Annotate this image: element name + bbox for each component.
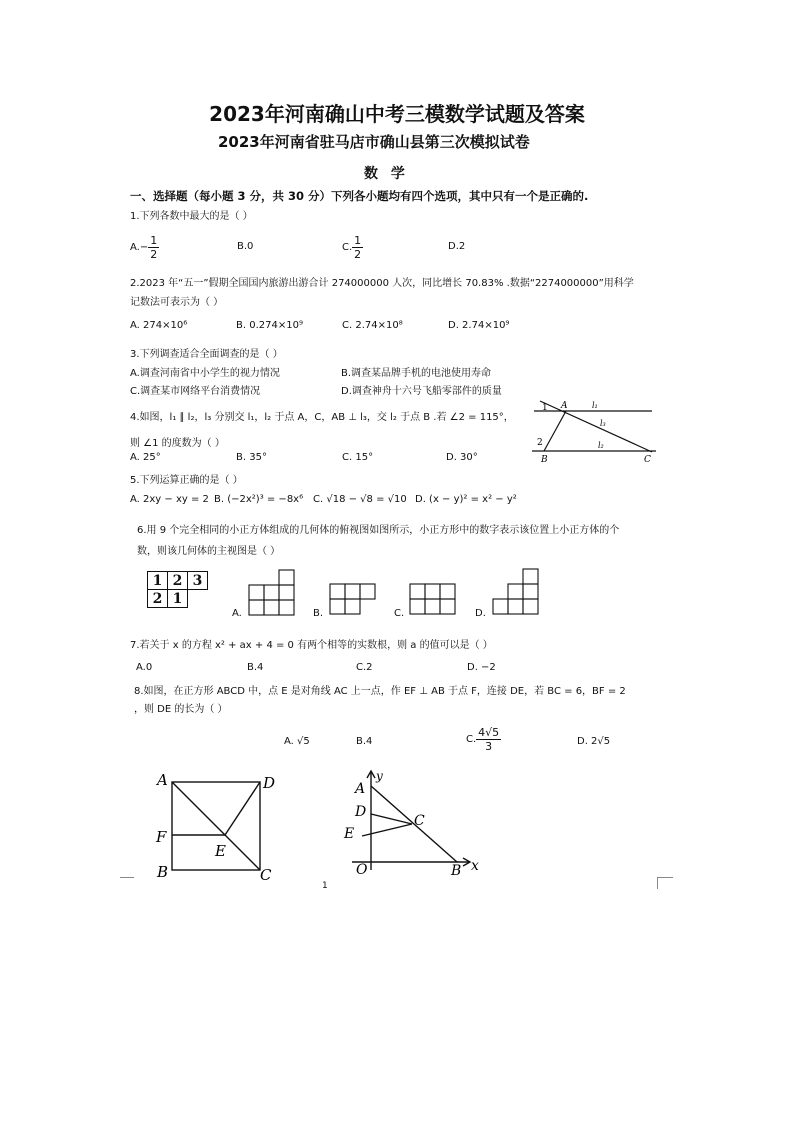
grid-cell: 1 bbox=[148, 572, 168, 590]
q8-coordinate-figure bbox=[340, 766, 490, 882]
q8-square-figure bbox=[152, 768, 282, 886]
q8-c-den: 3 bbox=[485, 740, 493, 753]
q5-option-c: C. √18 − √8 = √10 bbox=[313, 494, 407, 505]
q1-c-den: 2 bbox=[354, 248, 362, 261]
q6-option-d-figure bbox=[492, 568, 542, 618]
q7-stem: 7.若关于 x 的方程 x² + ax + 4 = 0 有两个相等的实数根，则 a 的值可以是（ ） bbox=[130, 640, 493, 651]
q1-c-num: 1 bbox=[354, 234, 362, 247]
q1-a-den: 2 bbox=[150, 248, 158, 261]
q3-option-a: A.调查河南省中小学生的视力情况 bbox=[130, 368, 280, 379]
q5-option-b: B. (−2x²)³ = −8x⁶ bbox=[214, 494, 304, 505]
q4-option-b: B. 35° bbox=[236, 452, 267, 463]
fig2-label-e: E bbox=[344, 826, 355, 842]
q7-option-d: D. −2 bbox=[467, 662, 496, 673]
page-number: 1 bbox=[322, 881, 328, 891]
q8-option-c bbox=[466, 726, 501, 753]
q4-label-a: A bbox=[561, 401, 568, 411]
doc-title: 2023年河南确山中考三模数学试题及答案 bbox=[209, 102, 585, 126]
fig2-label-a: A bbox=[355, 781, 366, 797]
q2-option-c: C. 2.74×10⁸ bbox=[342, 320, 403, 331]
q1-option-c bbox=[342, 234, 363, 261]
q7-option-a: A.0 bbox=[136, 662, 153, 673]
q8-line2: ，则 DE 的长为（ ） bbox=[134, 704, 228, 715]
q4-option-a: A. 25° bbox=[130, 452, 161, 463]
q5-option-d: D. (x − y)² = x² − y² bbox=[415, 494, 517, 505]
q4-option-d: D. 30° bbox=[446, 452, 478, 463]
q4-line2: 则 ∠1 的度数为（ ） bbox=[130, 438, 225, 449]
fig1-label-a: A bbox=[157, 771, 168, 789]
segment-dc bbox=[371, 814, 412, 824]
doc-subtitle: 2023年河南省驻马店市确山县第三次模拟试卷 bbox=[218, 133, 530, 151]
q1-a-num: 1 bbox=[150, 234, 158, 247]
q4-figure bbox=[528, 396, 658, 464]
q6-top-view-grid bbox=[147, 571, 208, 608]
fig1-label-b: B bbox=[157, 863, 169, 881]
q1-option-b: B.0 bbox=[237, 241, 254, 252]
q4-line1: 4.如图，l₁ ∥ l₂，l₃ 分别交 l₁，l₂ 于点 A，C，AB ⊥ l₃，交 l₂ 于点 B .若 ∠2 = 115°， bbox=[130, 412, 514, 423]
fig2-label-o: O bbox=[356, 862, 368, 878]
q3-stem: 3.下列调查适合全面调查的是（ ） bbox=[130, 349, 283, 360]
q6-option-c-label: C. bbox=[394, 608, 405, 619]
segment-de bbox=[225, 782, 260, 835]
q4-label-l2: l₂ bbox=[598, 441, 604, 450]
q7-option-c: C.2 bbox=[356, 662, 373, 673]
q4-label-c: C bbox=[644, 455, 651, 464]
q5-option-a: A. 2xy − xy = 2 bbox=[130, 494, 209, 505]
q4-angle-1: 1 bbox=[542, 403, 548, 413]
footer-mark-right bbox=[657, 877, 673, 878]
q3-option-d: D.调查神舟十六号飞船零部件的质量 bbox=[341, 386, 502, 397]
q3-option-b: B.调查某品牌手机的电池使用寿命 bbox=[341, 368, 492, 379]
q1-a-prefix: A.− bbox=[130, 242, 149, 253]
q6-option-b-figure bbox=[329, 583, 379, 617]
q1-c-prefix: C. bbox=[342, 242, 353, 253]
grid-cell: 3 bbox=[188, 572, 208, 590]
q4-label-l3: l₃ bbox=[600, 419, 606, 428]
q6-option-d-label: D. bbox=[475, 608, 486, 619]
footer-mark-right-vertical bbox=[657, 877, 658, 889]
fig2-label-b: B bbox=[451, 863, 462, 879]
q6-option-a-figure bbox=[248, 569, 298, 617]
grid-cell: 1 bbox=[168, 590, 188, 608]
q8-option-a: A. √5 bbox=[284, 736, 310, 747]
q8-option-b: B.4 bbox=[356, 736, 373, 747]
fig1-label-c: C bbox=[260, 866, 272, 884]
q6-line1: 6.用 9 个完全相同的小正方体组成的几何体的俯视图如图所示，小正方形中的数字表示该位置上小正方体的个 bbox=[137, 525, 620, 536]
q4-segment-ab bbox=[544, 411, 566, 451]
q4-label-l1: l₁ bbox=[592, 401, 598, 410]
q1-stem: 1.下列各数中最大的是（ ） bbox=[130, 211, 253, 222]
q8-c-num: 4√5 bbox=[478, 726, 500, 739]
fig2-label-y: y bbox=[376, 769, 383, 783]
q2-option-d: D. 2.74×10⁹ bbox=[448, 320, 510, 331]
q3-option-c: C.调查某市网络平台消费情况 bbox=[130, 386, 261, 397]
q4-angle-2: 2 bbox=[537, 438, 543, 448]
q8-line1: 8.如图，在正方形 ABCD 中，点 E 是对角线 AC 上一点，作 EF ⊥ AB 于点 F，连接 DE，若 BC = 6，BF = 2 bbox=[134, 686, 626, 697]
q2-line2: 记数法可表示为（ ） bbox=[130, 297, 224, 308]
fig2-label-d: D bbox=[355, 804, 367, 820]
footer-mark-left bbox=[120, 877, 134, 878]
q1-option-a bbox=[130, 234, 159, 261]
q5-stem: 5.下列运算正确的是（ ） bbox=[130, 475, 243, 486]
fig2-label-x: x bbox=[471, 858, 479, 874]
q6-option-c-figure bbox=[409, 583, 459, 617]
grid-cell: 2 bbox=[168, 572, 188, 590]
q4-option-c: C. 15° bbox=[342, 452, 374, 463]
q8-option-d: D. 2√5 bbox=[577, 736, 611, 747]
q4-label-b: B bbox=[541, 455, 548, 464]
subject-heading: 数 学 bbox=[364, 166, 409, 182]
q7-option-b: B.4 bbox=[247, 662, 264, 673]
fig1-label-f: F bbox=[156, 828, 167, 846]
q6-option-b-label: B. bbox=[313, 608, 324, 619]
q2-option-b: B. 0.274×10⁹ bbox=[236, 320, 303, 331]
fig2-label-c: C bbox=[414, 813, 425, 829]
q1-option-d: D.2 bbox=[448, 241, 466, 252]
fig1-label-d: D bbox=[263, 774, 276, 792]
q2-line1: 2.2023 年“五一”假期全国国内旅游出游合计 274000000 人次，同比增长 70.83% .数据“2274000000”用科学 bbox=[130, 278, 634, 289]
fig1-label-e: E bbox=[215, 842, 226, 860]
q2-option-a: A. 274×10⁶ bbox=[130, 320, 188, 331]
section-heading: 一、选择题（每小题 3 分，共 30 分）下列各小题均有四个选项，其中只有一个是正确的. bbox=[130, 189, 589, 203]
q6-line2: 数，则该几何体的主视图是（ ） bbox=[137, 546, 281, 557]
grid-cell: 2 bbox=[148, 590, 168, 608]
q8-c-prefix: C. bbox=[466, 734, 477, 745]
q6-option-a-label: A. bbox=[232, 608, 242, 619]
segment-ec bbox=[362, 824, 412, 836]
